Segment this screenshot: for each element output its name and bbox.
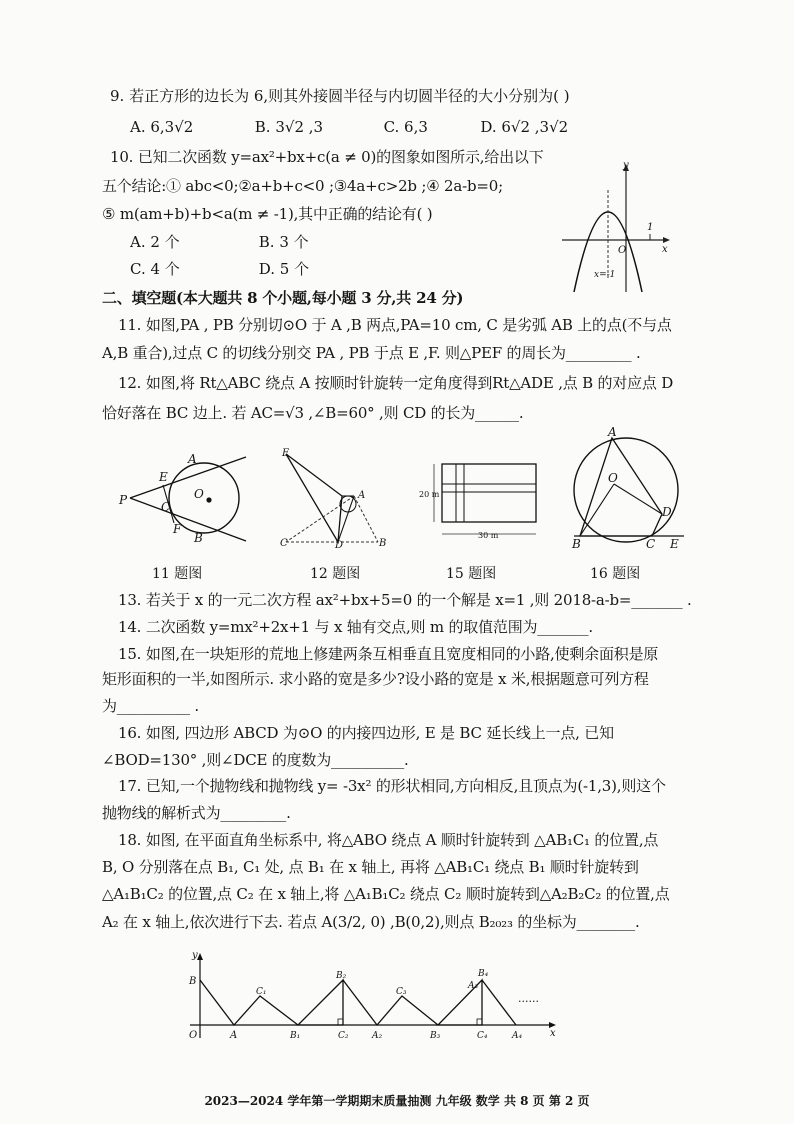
fig11-caption: 11 题图 xyxy=(152,566,203,582)
fig11-label-o: O xyxy=(194,487,204,501)
q13-stem: 13. 若关于 x 的一元二次方程 ax²+bx+5=0 的一个解是 x=1 ,则 2018-a-b=_______ . xyxy=(118,591,692,609)
q18-fig-ellipsis: ...... xyxy=(518,992,539,1005)
fig12-rotated-triangle xyxy=(280,448,388,548)
q17-line2: 抛物线的解析式为_________. xyxy=(102,804,291,822)
q15-line3: 为__________ . xyxy=(102,697,199,715)
fig11-label-c: C xyxy=(161,500,171,514)
fig11-tangent-circle xyxy=(118,448,253,548)
q18-fig-a2-label: A₂ xyxy=(372,1031,383,1041)
q10-line2: 五个结论:① abc<0;②a+b+c<0 ;③4a+c>2b ;④ 2a-b=0; xyxy=(102,177,503,195)
q18-fig-b3-label: B₃ xyxy=(430,1031,441,1041)
fig16-label-o: O xyxy=(608,471,618,485)
q9-option-c: C. 6,3 xyxy=(383,118,428,136)
fig12-caption: 12 题图 xyxy=(310,566,361,582)
q18-fig-o-label: O xyxy=(189,1030,198,1041)
fig16-label-e: E xyxy=(670,537,679,550)
q9-stem: 9. 若正方形的边长为 6,则其外接圆半径与内切圆半径的大小分别为( ) xyxy=(110,87,570,105)
q16-line2: ∠BOD=130° ,则∠DCE 的度数为__________. xyxy=(102,751,409,769)
q10-option-b: B. 3 个 xyxy=(258,233,309,251)
q18-fig-c3-label: C₃ xyxy=(396,987,407,997)
fig16-caption: 16 题图 xyxy=(590,566,641,582)
q10-option-c: C. 4 个 xyxy=(130,260,180,278)
fig11-label-e: E xyxy=(159,470,168,484)
q18-fig-b4-label: B₄ xyxy=(478,969,489,979)
q10-option-d: D. 5 个 xyxy=(258,260,310,278)
section-fill-in-blank-title: 二、填空题(本大题共 8 个小题,每小题 3 分,共 24 分) xyxy=(102,289,464,307)
q10-fig-y-label: y xyxy=(623,160,629,171)
q10-fig-x-label: x xyxy=(662,244,668,255)
q17-line1: 17. 已知,一个抛物线和抛物线 y= -3x² 的形状相同,方向相反,且顶点为(-1,3),则这个 xyxy=(118,777,666,795)
q12-line1: 12. 如图,将 Rt△ABC 绕点 A 按顺时针旋转一定角度得到Rt△ADE ,点 B 的对应点 D xyxy=(118,374,674,392)
q11-line1: 11. 如图,PA , PB 分别切⊙O 于 A ,B 两点,PA=10 cm, C 是劣弧 AB 上的点(不与点 xyxy=(118,316,672,334)
q18-fig-b-label: B xyxy=(189,976,197,987)
q10-option-a: A. 2 个 xyxy=(130,233,180,251)
q10-options-row1 xyxy=(130,232,309,252)
fig15-caption: 15 题图 xyxy=(446,566,497,582)
q9-options xyxy=(130,117,568,137)
q18-fig-c1-label: C₁ xyxy=(256,987,267,997)
fig11-label-f: F xyxy=(173,522,182,536)
q18-rotation-figure xyxy=(180,950,560,1042)
q18-fig-c4-label: C₄ xyxy=(477,1031,488,1041)
q18-fig-a3-label: A₃ xyxy=(468,981,479,991)
q11-line2: A,B 重合),过点 C 的切线分别交 PA , PB 于点 E ,F. 则△PEF 的周长为_________ . xyxy=(102,344,641,362)
fig16-label-b: B xyxy=(572,537,581,550)
page-footer: 2023—2024 学年第一学期期末质量抽测 九年级 数学 共 8 页 第 2 页 xyxy=(204,1094,590,1108)
fig12-label-a: A xyxy=(358,490,366,501)
q18-fig-b1-label: B₁ xyxy=(290,1031,301,1041)
q9-option-a: A. 6,3√2 xyxy=(130,118,194,136)
fig16-label-c: C xyxy=(646,537,656,550)
q18-fig-a4-label: A₄ xyxy=(512,1031,523,1041)
q18-line3: △A₁B₁C₂ 的位置,点 C₂ 在 x 轴上,将 △A₁B₁C₂ 绕点 C₂ 顺时旋转到△A₂B₂C₂ 的位置,点 xyxy=(102,885,670,903)
fig12-label-b: B xyxy=(379,538,387,548)
fig15-rectangle-paths xyxy=(418,458,542,544)
fig16-inscribed-quadrilateral xyxy=(566,426,686,550)
q10-options-row2 xyxy=(130,259,309,279)
fig11-label-p: P xyxy=(119,493,128,507)
fig12-label-e: E xyxy=(282,448,290,459)
fig12-label-c: C xyxy=(280,538,288,548)
q18-fig-a-label: A xyxy=(230,1030,238,1041)
fig16-label-a: A xyxy=(608,426,617,439)
q10-fig-axis-label: x=-1 xyxy=(594,270,616,280)
q18-line2: B, O 分别落在点 B₁, C₁ 处, 点 B₁ 在 x 轴上, 再将 △AB₁C₁ 绕点 B₁ 顺时针旋转到 xyxy=(102,858,639,876)
q10-fig-origin-label: O xyxy=(618,245,627,256)
q9-option-b: B. 3√2 ,3 xyxy=(254,118,324,136)
q18-fig-x-label: x xyxy=(550,1028,556,1039)
q10-line1: 10. 已知二次函数 y=ax²+bx+c(a ≠ 0)的图象如图所示,给出以下 xyxy=(110,148,544,166)
q10-parabola-figure xyxy=(556,160,676,298)
q15-line1: 15. 如图,在一块矩形的荒地上修建两条互相垂直且宽度相同的小路,使剩余面积是原 xyxy=(118,645,659,663)
q12-line2: 恰好落在 BC 边上. 若 AC=√3 ,∠B=60° ,则 CD 的长为______. xyxy=(102,404,524,422)
q18-fig-c2-label: C₂ xyxy=(338,1031,349,1041)
fig16-label-d: D xyxy=(662,505,672,519)
fig15-width-label: 30 m xyxy=(478,531,499,540)
q10-line3: ⑤ m(am+b)+b<a(m ≠ -1),其中正确的结论有( ) xyxy=(102,205,433,223)
fig11-label-b: B xyxy=(194,531,203,545)
q18-line4: A₂ 在 x 轴上,依次进行下去. 若点 A(3/2, 0) ,B(0,2),则点 B₂₀₂₃ 的坐标为________. xyxy=(102,913,640,931)
q18-line1: 18. 如图, 在平面直角坐标系中, 将△ABO 绕点 A 顺时针旋转到 △AB₁C₁ 的位置,点 xyxy=(118,831,659,849)
q10-fig-one-label: 1 xyxy=(647,222,654,233)
fig11-label-a: A xyxy=(188,452,197,466)
q9-option-d: D. 6√2 ,3√2 xyxy=(480,118,569,136)
fig12-label-d: D xyxy=(335,540,344,548)
q15-line2: 矩形面积的一半,如图所示. 求小路的宽是多少?设小路的宽是 x 米,根据题意可列方程 xyxy=(102,670,649,688)
q18-fig-b2-label: B₂ xyxy=(336,971,347,981)
q18-fig-y-label: y xyxy=(192,950,198,961)
q14-stem: 14. 二次函数 y=mx²+2x+1 与 x 轴有交点,则 m 的取值范围为_______. xyxy=(118,618,593,636)
q16-line1: 16. 如图, 四边形 ABCD 为⊙O 的内接四边形, E 是 BC 延长线上一点, 已知 xyxy=(118,724,614,742)
fig15-height-label: 20 m xyxy=(419,490,440,499)
